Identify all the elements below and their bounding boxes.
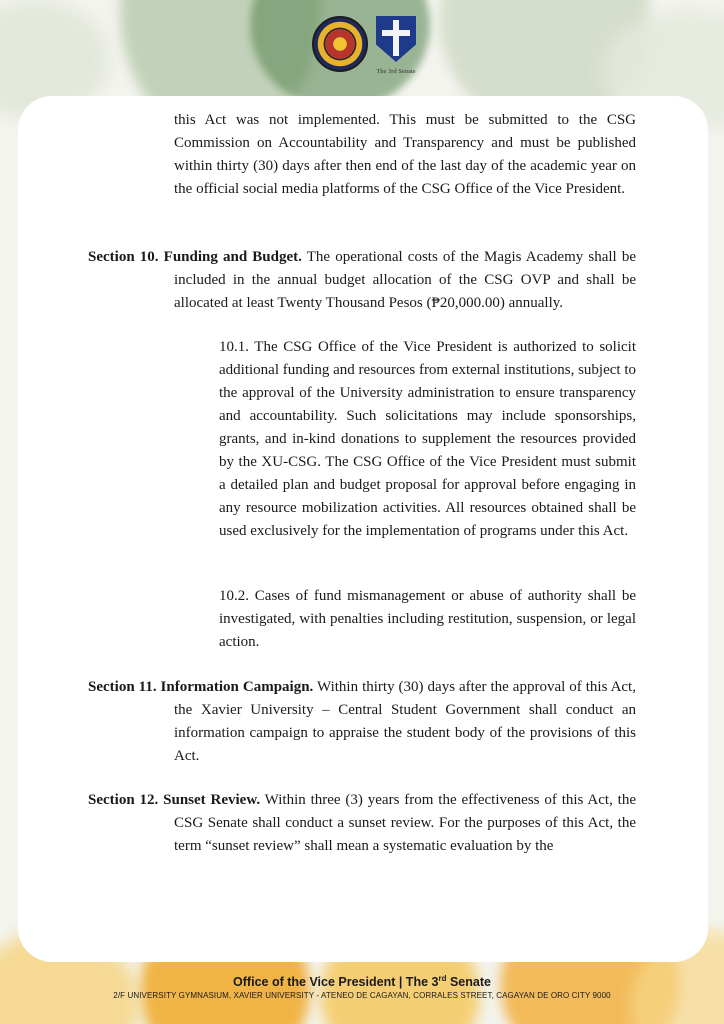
csg-seal-logo [312, 16, 368, 72]
header-logos [312, 16, 416, 75]
section-10-heading: Section 10. Funding and Budget. [88, 249, 302, 265]
section-11-text: Within thirty (30) days after the approval of this Act, the Xavier University – Central Student Government shall conduct an information campaign to appraise the student body of the provisions of this Act. [174, 679, 636, 764]
footer-address: 2/F UNIVERSITY GYMNASIUM, XAVIER UNIVERSITY - ATENEO DE CAGAYAN, CORRALES STREET, CAGAYAN DE ORO CITY 9000 [113, 991, 611, 1000]
section-11 [88, 676, 636, 768]
shield-cross-icon [376, 16, 416, 62]
senate-caption: The 3rd Senate [376, 68, 416, 75]
section-11-heading: Section 11. Information Campaign. [88, 679, 314, 695]
section-10 [88, 246, 636, 315]
footer-office-ordinal: rd [438, 974, 447, 983]
section-12-heading: Section 12. Sunset Review. [88, 792, 261, 808]
subsection-10-2: 10.2. Cases of fund mismanagement or abuse of authority shall be investigated, with penalties including restitution, suspension, or legal action. [219, 588, 636, 650]
subsection-10-1: 10.1. The CSG Office of the Vice President is authorized to solicit additional funding and resources from external institutions, subject to the approval of the University administration to ensure transparency and accountability. Such solicitations may include sponsorships, grants, and in-kind donations to supplement the resources provided by the XU-CSG. The CSG Office of the Vice President must submit a detailed plan and budget proposal for approval before engaging in any resource mobilization activities. All resources obtained shall be used exclusively for the implementation of programs under this Act. [219, 339, 636, 539]
footer-office: Office of the Vice President | The 3rd Senate [233, 974, 491, 990]
section-12 [88, 789, 636, 858]
continuation-paragraph: this Act was not implemented. This must be submitted to the CSG Commission on Accountability and Transparency and must be published within thirty (30) days after then end of the last day of the academic year on the official social media platforms of the CSG Office of the Vice President. [174, 112, 636, 197]
section-10-text: The operational costs of the Magis Academy shall be included in the annual budget allocation of the CSG OVP and shall be allocated at least Twenty Thousand Pesos (₱20,000.00) annually. [174, 249, 636, 311]
senate-shield-logo [376, 16, 416, 75]
section-12-text: Within three (3) years from the effectiveness of this Act, the CSG Senate shall conduct a sunset review. For the purposes of this Act, the term “sunset review” shall mean a systematic evaluation by the [174, 792, 637, 854]
